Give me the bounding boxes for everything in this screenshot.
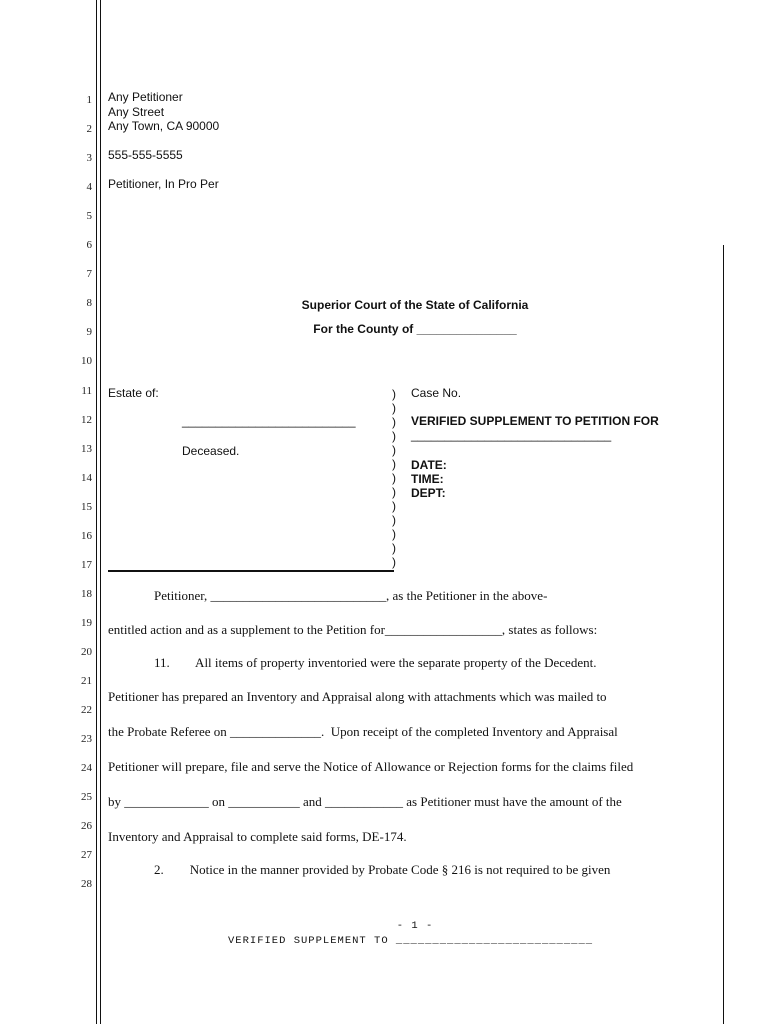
petitioner-city: Any Town, CA 90000 [108,119,220,133]
estate-of-label: Estate of: [108,386,159,400]
caption-paren: ) [392,555,396,569]
deceased-label: Deceased. [182,444,240,458]
line-number: 11 [81,385,92,397]
court-name: Superior Court of the State of California [301,298,529,312]
petitioner-role: Petitioner, In Pro Per [108,177,219,191]
line-number: 3 [86,152,92,164]
line-number: 26 [81,820,92,832]
hearing-time-label: TIME: [411,472,444,486]
footer-label: VERIFIED SUPPLEMENT TO ___________________________ [228,935,594,947]
body-line: entitled action and as a supplement to the Petition for__________________, states as follows: [108,622,598,637]
hearing-dept-label: DEPT: [411,486,446,500]
caption-rule [108,570,394,572]
line-number: 20 [81,646,92,658]
decedent-name-blank: __________________________ [182,414,356,428]
caption-paren: ) [392,527,396,541]
line-number: 9 [86,326,92,338]
line-number: 22 [81,704,92,716]
caption-paren: ) [392,457,396,471]
line-number: 6 [86,239,92,251]
petitioner-phone: 555-555-5555 [108,148,183,162]
caption-paren: ) [392,443,396,457]
line-number: 14 [81,472,92,484]
body-line: by _____________ on ___________ and ____________ as Petitioner must have the amount of the [108,794,622,809]
caption-paren: ) [392,471,396,485]
line-number: 15 [81,501,92,513]
caption-paren: ) [392,401,396,415]
line-number: 27 [81,849,92,861]
petitioner-name: Any Petitioner [108,90,183,104]
line-number: 25 [81,791,92,803]
body-line: Petitioner, ___________________________, as the Petitioner in the above- [154,588,548,603]
line-number: 2 [86,123,92,135]
left-margin-rule-2 [100,0,101,1024]
line-number: 21 [81,675,92,687]
petitioner-street: Any Street [108,105,165,119]
body-line: Inventory and Appraisal to complete said forms, DE-174. [108,829,407,844]
line-number: 4 [86,181,92,193]
line-number: 17 [81,559,92,571]
line-number: 7 [86,268,92,280]
right-margin-rule [723,245,724,1024]
page-number: - 1 - [396,920,434,932]
line-number: 23 [81,733,92,745]
body-line: 2. Notice in the manner provided by Probate Code § 216 is not required to be given [154,862,611,877]
line-number: 12 [81,414,92,426]
body-line: 11. All items of property inventoried were the separate property of the Decedent. [154,655,597,670]
line-number: 8 [86,297,92,309]
line-number: 24 [81,762,92,774]
line-number: 18 [81,588,92,600]
line-number: 16 [81,530,92,542]
line-number: 1 [86,94,92,106]
caption-paren: ) [392,485,396,499]
body-line: the Probate Referee on ______________. Upon receipt of the completed Inventory and Appraisal [108,724,618,739]
line-number: 10 [81,355,92,367]
document-title: VERIFIED SUPPLEMENT TO PETITION FOR [411,414,659,428]
line-number: 5 [86,210,92,222]
line-number: 19 [81,617,92,629]
caption-paren: ) [392,513,396,527]
caption-paren: ) [392,415,396,429]
caption-paren: ) [392,429,396,443]
court-county: For the County of _______________ [313,322,517,336]
line-number: 13 [81,443,92,455]
left-margin-rule-1 [96,0,97,1024]
caption-paren: ) [392,541,396,555]
hearing-date-label: DATE: [411,458,447,472]
caption-paren: ) [392,499,396,513]
body-line: Petitioner has prepared an Inventory and Appraisal along with attachments which was mailed to [108,689,607,704]
line-number: 28 [81,878,92,890]
caption-paren: ) [392,387,396,401]
body-line: Petitioner will prepare, file and serve the Notice of Allowance or Rejection forms for the claims filed [108,759,634,774]
case-number-label: Case No. [411,386,462,400]
document-title-blank: ______________________________ [411,428,612,442]
